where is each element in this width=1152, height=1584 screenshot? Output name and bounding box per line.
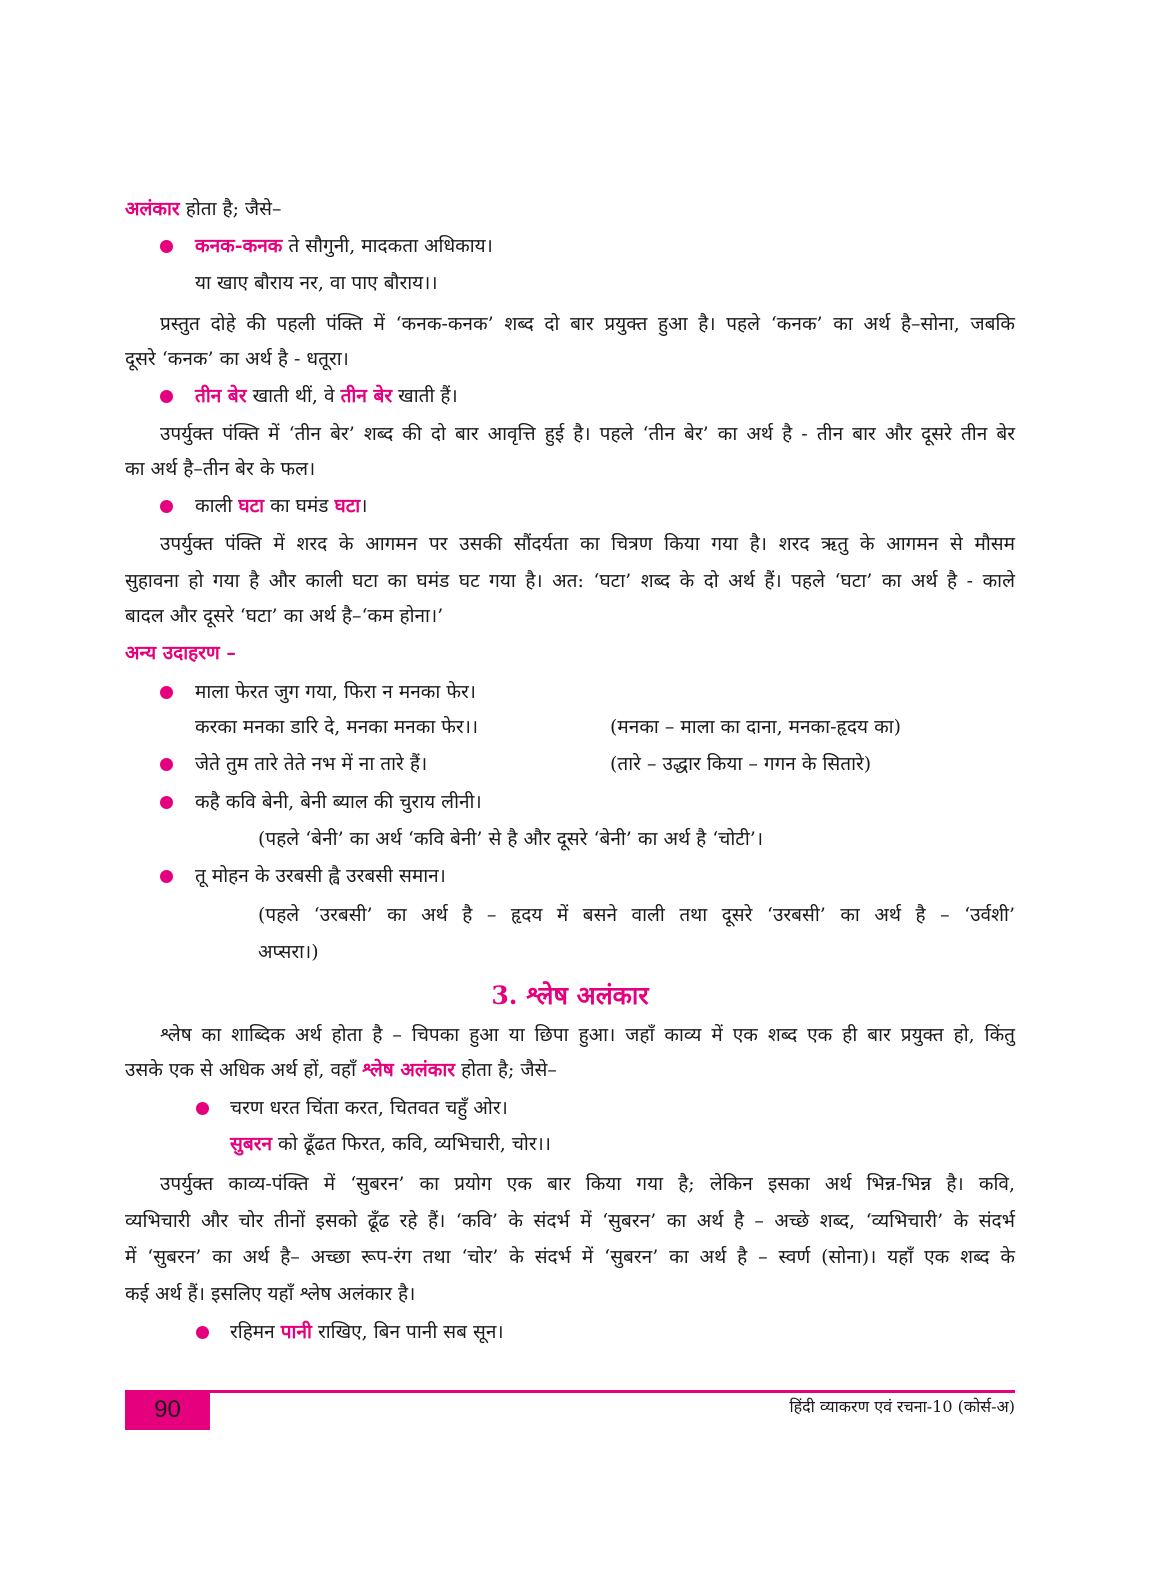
verse-line: चरण धरत चिंता करत, चितवत चहुँ ओर। [230,1097,508,1119]
paragraph-line: कई अर्थ हैं। इसलिए यहाँ श्लेष अलंकार है। [125,1283,416,1305]
highlight-term: तीन बेर [340,385,393,407]
page-number: 90 [125,1390,210,1430]
verse-line: काली घटा का घमंड घटा। [195,495,368,517]
footer-rule [125,1390,1015,1393]
meaning-note: (मनका – माला का दाना, मनका-हृदय का) [610,716,902,738]
bullet-icon [160,870,173,883]
verse-line: रहिमन पानी राखिए, बिन पानी सब सून। [230,1321,504,1343]
paragraph-line: प्रस्तुत दोहे की पहली पंक्ति में ‘कनक-कनक’ शब्द दो बार प्रयुक्त हुआ है। पहले ‘कनक’ का अर्थ है–सोना, जबकि [160,313,1015,335]
meaning-note: (पहले ‘उरबसी’ का अर्थ है – हृदय में बसने वाली तथा दूसरे ‘उरबसी’ का अर्थ है – ‘उर्वशी’ [258,904,1015,926]
bullet-icon [160,758,173,771]
bullet-icon [160,796,173,809]
meaning-note: अप्सरा।) [258,941,319,963]
meaning-note: (पहले ‘बेनी’ का अर्थ ‘कवि बेनी’ से है और दूसरे ‘बेनी’ का अर्थ है ‘चोटी’। [258,828,764,850]
verse-line: जेते तुम तारे तेते नभ में ना तारे हैं। [195,753,428,775]
paragraph-line: श्लेष का शाब्दिक अर्थ होता है – चिपका हुआ या छिपा हुआ। जहाँ काव्य में एक शब्द एक ही बार प्रयुक्त हो, किंतु [160,1024,1015,1046]
highlight-term: घटा [238,495,265,517]
meaning-note: (तारे – उद्धार किया – गगन के सितारे) [610,753,872,775]
highlight-term: तीन बेर [195,385,247,407]
verse-line: या खाए बौराय नर, वा पाए बौराय।। [195,272,438,294]
paragraph-line: का अर्थ है–तीन बेर के फल। [125,458,316,480]
highlight-term: अलंकार [125,198,180,220]
bullet-icon [160,500,173,513]
paragraph-line: उपर्युक्त पंक्ति में शरद के आगमन पर उसकी सौंदर्यता का चित्रण किया गया है। शरद ऋतु के आगमन से मौसम [160,533,1015,555]
paragraph-line: दूसरे ‘कनक’ का अर्थ है - धतूरा। [125,348,349,370]
paragraph-line: उपर्युक्त पंक्ति में ‘तीन बेर’ शब्द की दो बार आवृत्ति हुई है। पहले ‘तीन बेर’ का अर्थ है - तीन बार और दूसरे तीन बेर [160,423,1015,445]
bullet-icon [160,390,173,403]
bullet-icon [196,1326,209,1339]
verse-line: सुबरन को ढूँढत फिरत, कवि, व्यभिचारी, चोर।। [230,1133,551,1155]
verse-line: कहै कवि बेनी, बेनी ब्याल की चुराय लीनी। [195,791,482,813]
bullet-icon [196,1102,209,1115]
verse-line: कनक-कनक ते सौगुनी, मादकता अधिकाय। [195,235,493,257]
paragraph-line: उपर्युक्त काव्य-पंक्ति में ‘सुबरन’ का प्रयोग एक बार किया गया है; लेकिन इसका अर्थ भिन्न-भिन्न है। कवि, [160,1173,1015,1195]
bullet-icon [160,240,173,253]
highlight-term: श्लेष अलंकार [362,1059,456,1081]
highlight-term: घटा [334,495,361,517]
verse-line: तू मोहन के उरबसी ह्वै उरबसी समान। [195,865,446,887]
paragraph-line: सुहावना हो गया है और काली घटा का घमंड घट गया है। अत: ‘घटा’ शब्द के दो अर्थ हैं। पहले ‘घटा’ का अर्थ है - काले [125,570,1015,592]
subheading: अन्य उदाहरण – [125,642,236,664]
paragraph-line: उसके एक से अधिक अर्थ हों, वहाँ श्लेष अलंकार होता है; जैसे– [125,1059,557,1081]
paragraph-line: में ‘सुबरन’ का अर्थ है– अच्छा रूप-रंग तथा ‘चोर’ के संदर्भ में ‘सुबरन’ का अर्थ है – स्वर्ण (सोना)। यहाँ एक शब्द के [125,1246,1015,1268]
highlight-term: पानी [280,1321,312,1343]
highlight-term: सुबरन [230,1133,273,1155]
verse-line: तीन बेर खाती थीं, वे तीन बेर खाती हैं। [195,385,458,407]
section-heading: 3. श्लेष अलंकार [491,981,649,1010]
verse-line: करका मनका डारि दे, मनका मनका फेर।। [195,716,479,738]
verse-line: माला फेरत जुग गया, फिरा न मनका फेर। [195,681,476,703]
intro-line: अलंकार होता है; जैसे– [125,198,282,220]
book-title: हिंदी व्याकरण एवं रचना-10 (कोर्स-अ) [789,1397,1015,1416]
paragraph-line: व्यभिचारी और चोर तीनों इसको ढूँढ रहे हैं। ‘कवि’ के संदर्भ में ‘सुबरन’ का अर्थ है – अच्छे शब्द, ‘व्यभिचारी’ के संदर्भ [125,1210,1015,1232]
bullet-icon [160,686,173,699]
highlight-term: कनक-कनक [195,235,283,257]
paragraph-line: बादल और दूसरे ‘घटा’ का अर्थ है–‘कम होना।’ [125,605,444,627]
